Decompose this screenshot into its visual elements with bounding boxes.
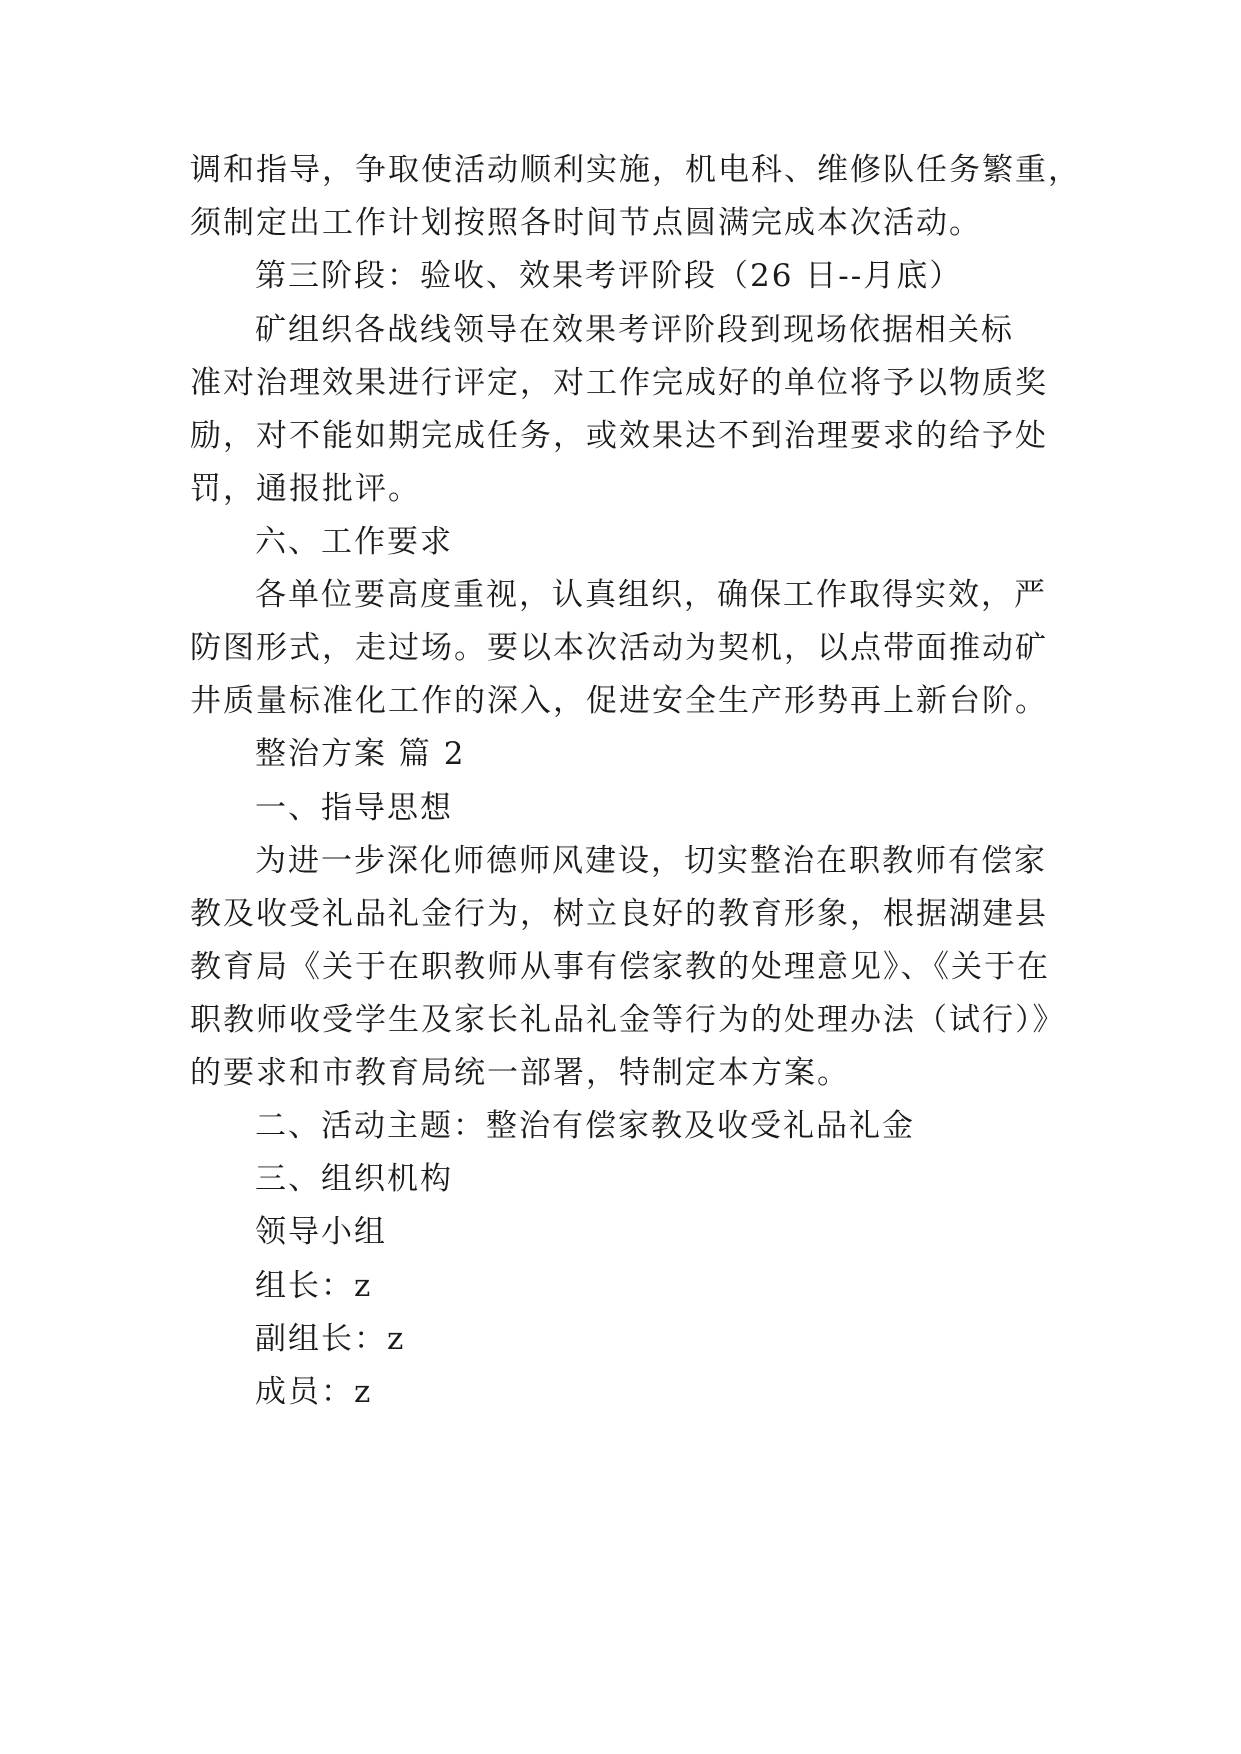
section-heading: 一、指导思想 (255, 790, 453, 826)
paragraph-line: 防图形式，走过场。要以本次活动为契机，以点带面推动矿 (190, 630, 1048, 666)
paragraph-line: 各单位要高度重视，认真组织，确保工作取得实效，严 (255, 577, 1047, 613)
paragraph-line: 教育局《关于在职教师从事有偿家教的处理意见》、《关于在 (190, 949, 1050, 985)
paragraph-line: 为进一步深化师德师风建设，切实整治在职教师有偿家 (255, 843, 1047, 879)
paragraph-line: 须制定出工作计划按照各时间节点圆满完成本次活动。 (190, 205, 982, 241)
paragraph-line: 职教师收受学生及家长礼品礼金等行为的处理办法（试行）》 (190, 1002, 1066, 1038)
paragraph-line: 准对治理效果进行评定，对工作完成好的单位将予以物质奖 (190, 365, 1048, 401)
member-line: 组长：z (255, 1268, 373, 1304)
paragraph-line: 励，对不能如期完成任务，或效果达不到治理要求的给予处 (190, 418, 1048, 454)
paragraph-line: 调和指导，争取使活动顺利实施，机电科、维修队任务繁重， (190, 152, 1081, 188)
member-line: 副组长：z (255, 1321, 406, 1357)
section-heading: 二、活动主题：整治有偿家教及收受礼品礼金 (255, 1108, 915, 1144)
member-line: 成员：z (255, 1374, 373, 1410)
section-heading: 三、组织机构 (255, 1161, 453, 1197)
subsection-heading: 领导小组 (255, 1214, 387, 1250)
paragraph-line: 井质量标准化工作的深入，促进安全生产形势再上新台阶。 (190, 683, 1048, 719)
paragraph-line: 矿组织各战线领导在效果考评阶段到现场依据相关标 (255, 312, 1014, 348)
chapter-title: 整治方案 篇 2 (255, 736, 466, 772)
paragraph-line: 罚，通报批评。 (190, 471, 421, 507)
section-heading: 六、工作要求 (255, 524, 453, 560)
section-heading: 第三阶段：验收、效果考评阶段（26 日--月底） (255, 258, 963, 294)
paragraph-line: 教及收受礼品礼金行为，树立良好的教育形象，根据湖建县 (190, 896, 1048, 932)
paragraph-line: 的要求和市教育局统一部署，特制定本方案。 (190, 1055, 850, 1091)
